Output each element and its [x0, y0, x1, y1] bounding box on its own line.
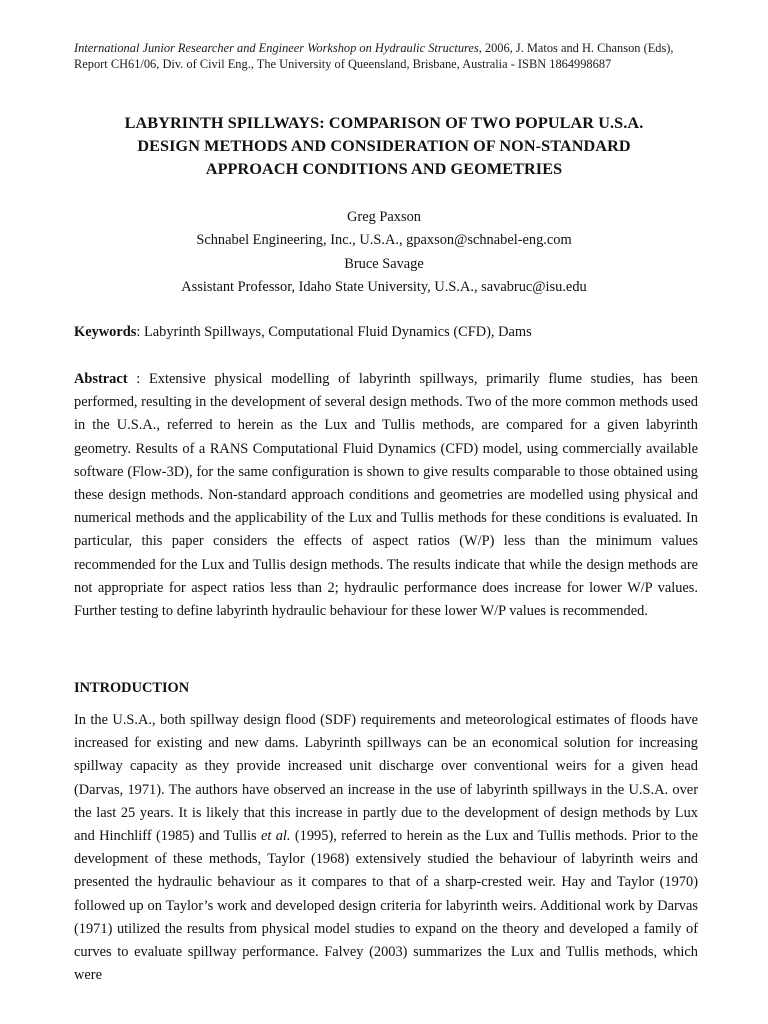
- running-header: [74, 40, 698, 72]
- introduction-heading: INTRODUCTION: [74, 680, 190, 696]
- author-1-name: Greg Paxson: [347, 209, 421, 225]
- introduction-paragraph: [74, 709, 698, 987]
- keywords-text: : Labyrinth Spillways, Computational Fluid Dynamics (CFD), Dams: [136, 324, 532, 340]
- title-line-3: APPROACH CONDITIONS AND GEOMETRIES: [205, 160, 563, 178]
- introduction-text-part-1: In the U.S.A., both spillway design flood (SDF) requirements and meteorological estimates of floods have increased for existing and new dams. Labyrinth spillways can be an economical solution for increasing spillway capacity as they provide increased unit discharge over conventional weirs for a given head (Darvas, 1971). The authors have observed an increase in the use of labyrinth spillways in the U.S.A. over the last 25 years. It is likely that this increase in partly due to the development of design methods by Lux and Hinchliff (1985) and Tullis: [74, 712, 698, 845]
- introduction-text-part-2: (1995), referred to herein as the Lux and Tullis methods. Prior to the development of these methods, Taylor (1968) extensively studied the behaviour of labyrinth weirs and presented the hydraulic behaviour as it compares to that of a sharp-crested weir. Hay and Taylor (1970) followed up on Taylor’s work and developed design criteria for labyrinth weirs. Additional work by Darvas (1971) utilized the results from physical model studies to expand on the theory and developed a family of curves to evaluate spillway performance. Falvey (2003) summarizes the Lux and Tullis methods, which were: [74, 828, 698, 984]
- title-line-2: DESIGN METHODS AND CONSIDERATION OF NON-STANDARD: [137, 137, 631, 155]
- abstract-text: : Extensive physical modelling of labyrinth spillways, primarily flume studies, has been performed, resulting in the development of several design methods. Two of the more common methods used in the U.S.A., referred to herein as the Lux and Tullis methods, are compared for a given labyrinth geometry. Results of a RANS Computational Fluid Dynamics (CFD) model, using commercially available software (Flow-3D), for the same configuration is shown to give results comparable to those obtained using these design methods. Non-standard approach conditions and geometries are modelled using physical and numerical methods and the applicability of the Lux and Tullis methods for these conditions is evaluated. In particular, this paper considers the effects of aspect ratios (W/P) less than the minimum values recommended for the Lux and Tullis design methods. The results indicate that while the design methods are not appropriate for aspect ratios less than 2; hydraulic performance does increase for lower W/P values. Further testing to define labyrinth hydraulic behaviour for these lower W/P values is recommended.: [74, 371, 698, 620]
- publication-details: , 2006, J. Matos and H. Chanson (Eds), Report CH61/06, Div. of Civil Eng., The University of Queensland, Brisbane, Australia - ISBN 1864998687: [74, 41, 674, 71]
- keywords-label: Keywords: [74, 324, 137, 340]
- author-1-affiliation: Schnabel Engineering, Inc., U.S.A., gpaxson@schnabel-eng.com: [196, 232, 572, 249]
- author-2-affiliation: Assistant Professor, Idaho State University, U.S.A., savabruc@isu.edu: [181, 278, 587, 295]
- introduction-etal: et al.: [260, 828, 291, 845]
- keywords-paragraph: [74, 321, 698, 344]
- author-2-name: Bruce Savage: [344, 255, 424, 272]
- author-block: [60, 206, 708, 299]
- abstract-paragraph: [74, 368, 698, 623]
- paper-title: [60, 112, 708, 181]
- abstract-label: Abstract: [74, 371, 128, 387]
- conference-name: International Junior Researcher and Engineer Workshop on Hydraulic Structures: [74, 41, 479, 55]
- title-line-1: LABYRINTH SPILLWAYS: COMPARISON OF TWO POPULAR U.S.A.: [124, 114, 644, 132]
